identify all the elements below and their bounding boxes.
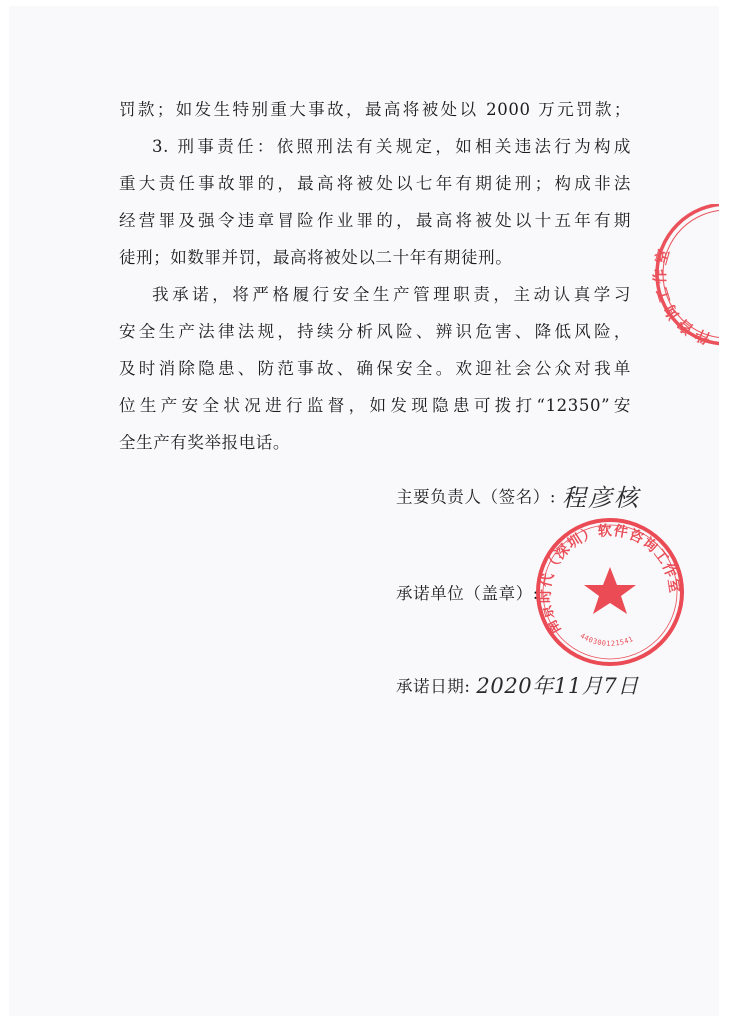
commitment-date-row	[396, 670, 639, 700]
commitment-date-label: 承诺日期:	[396, 677, 471, 696]
partial-seal-text: 件咨询工作室	[650, 244, 713, 348]
svg-text:440300121541	[579, 632, 635, 648]
body-line-10: 全生产有奖举报电话。	[119, 433, 290, 452]
body-line-3: 重大责任事故罪的，最高将被处以七年有期徒刑；构成非法	[119, 174, 631, 193]
document-body	[119, 91, 631, 461]
body-line-7: 安全生产法律法规，持续分析风险、辨识危害、降低风险，	[119, 322, 631, 341]
body-line-4: 经营罪及强令违章冒险作业罪的，最高将被处以十五年有期	[119, 211, 631, 230]
body-line-9: 位生产安全状况进行监督，如发现隐患可拨打“12350”安	[119, 396, 631, 415]
seal-main-text: 南京时代（深圳）软件咨询工作室	[537, 522, 683, 637]
committing-unit-row	[396, 580, 539, 604]
handwritten-date: 2020年11月7日	[476, 674, 639, 698]
body-line-8: 及时消除隐患、防范事故、确保安全。欢迎社会公众对我单	[119, 359, 631, 378]
responsible-person-row	[396, 478, 640, 513]
responsible-person-label: 主要负责人（签名）:	[396, 487, 557, 507]
svg-text:件咨询工作室	[651, 244, 713, 347]
body-line-6: 我承诺，将严格履行安全生产管理职责，主动认真学习	[152, 285, 631, 304]
star-icon	[584, 567, 636, 614]
partial-seal-stamp	[649, 204, 719, 354]
company-seal-stamp	[535, 517, 685, 667]
seal-number-text: 440300121541	[578, 631, 635, 648]
body-line-1: 罚款；如发生特别重大事故，最高将被处以 2000 万元罚款；	[119, 100, 631, 119]
svg-text:南京时代（深圳）软件咨询工作室	[537, 522, 683, 637]
body-line-5: 徒刑；如数罪并罚，最高将被处以二十年有期徒刑。	[119, 248, 513, 267]
handwritten-signature: 程彦核	[561, 484, 640, 512]
body-line-2: 3. 刑事责任：依照刑法有关规定，如相关违法行为构成	[152, 137, 631, 156]
document-page	[9, 6, 719, 1016]
committing-unit-label: 承诺单位（盖章）:	[396, 584, 539, 603]
